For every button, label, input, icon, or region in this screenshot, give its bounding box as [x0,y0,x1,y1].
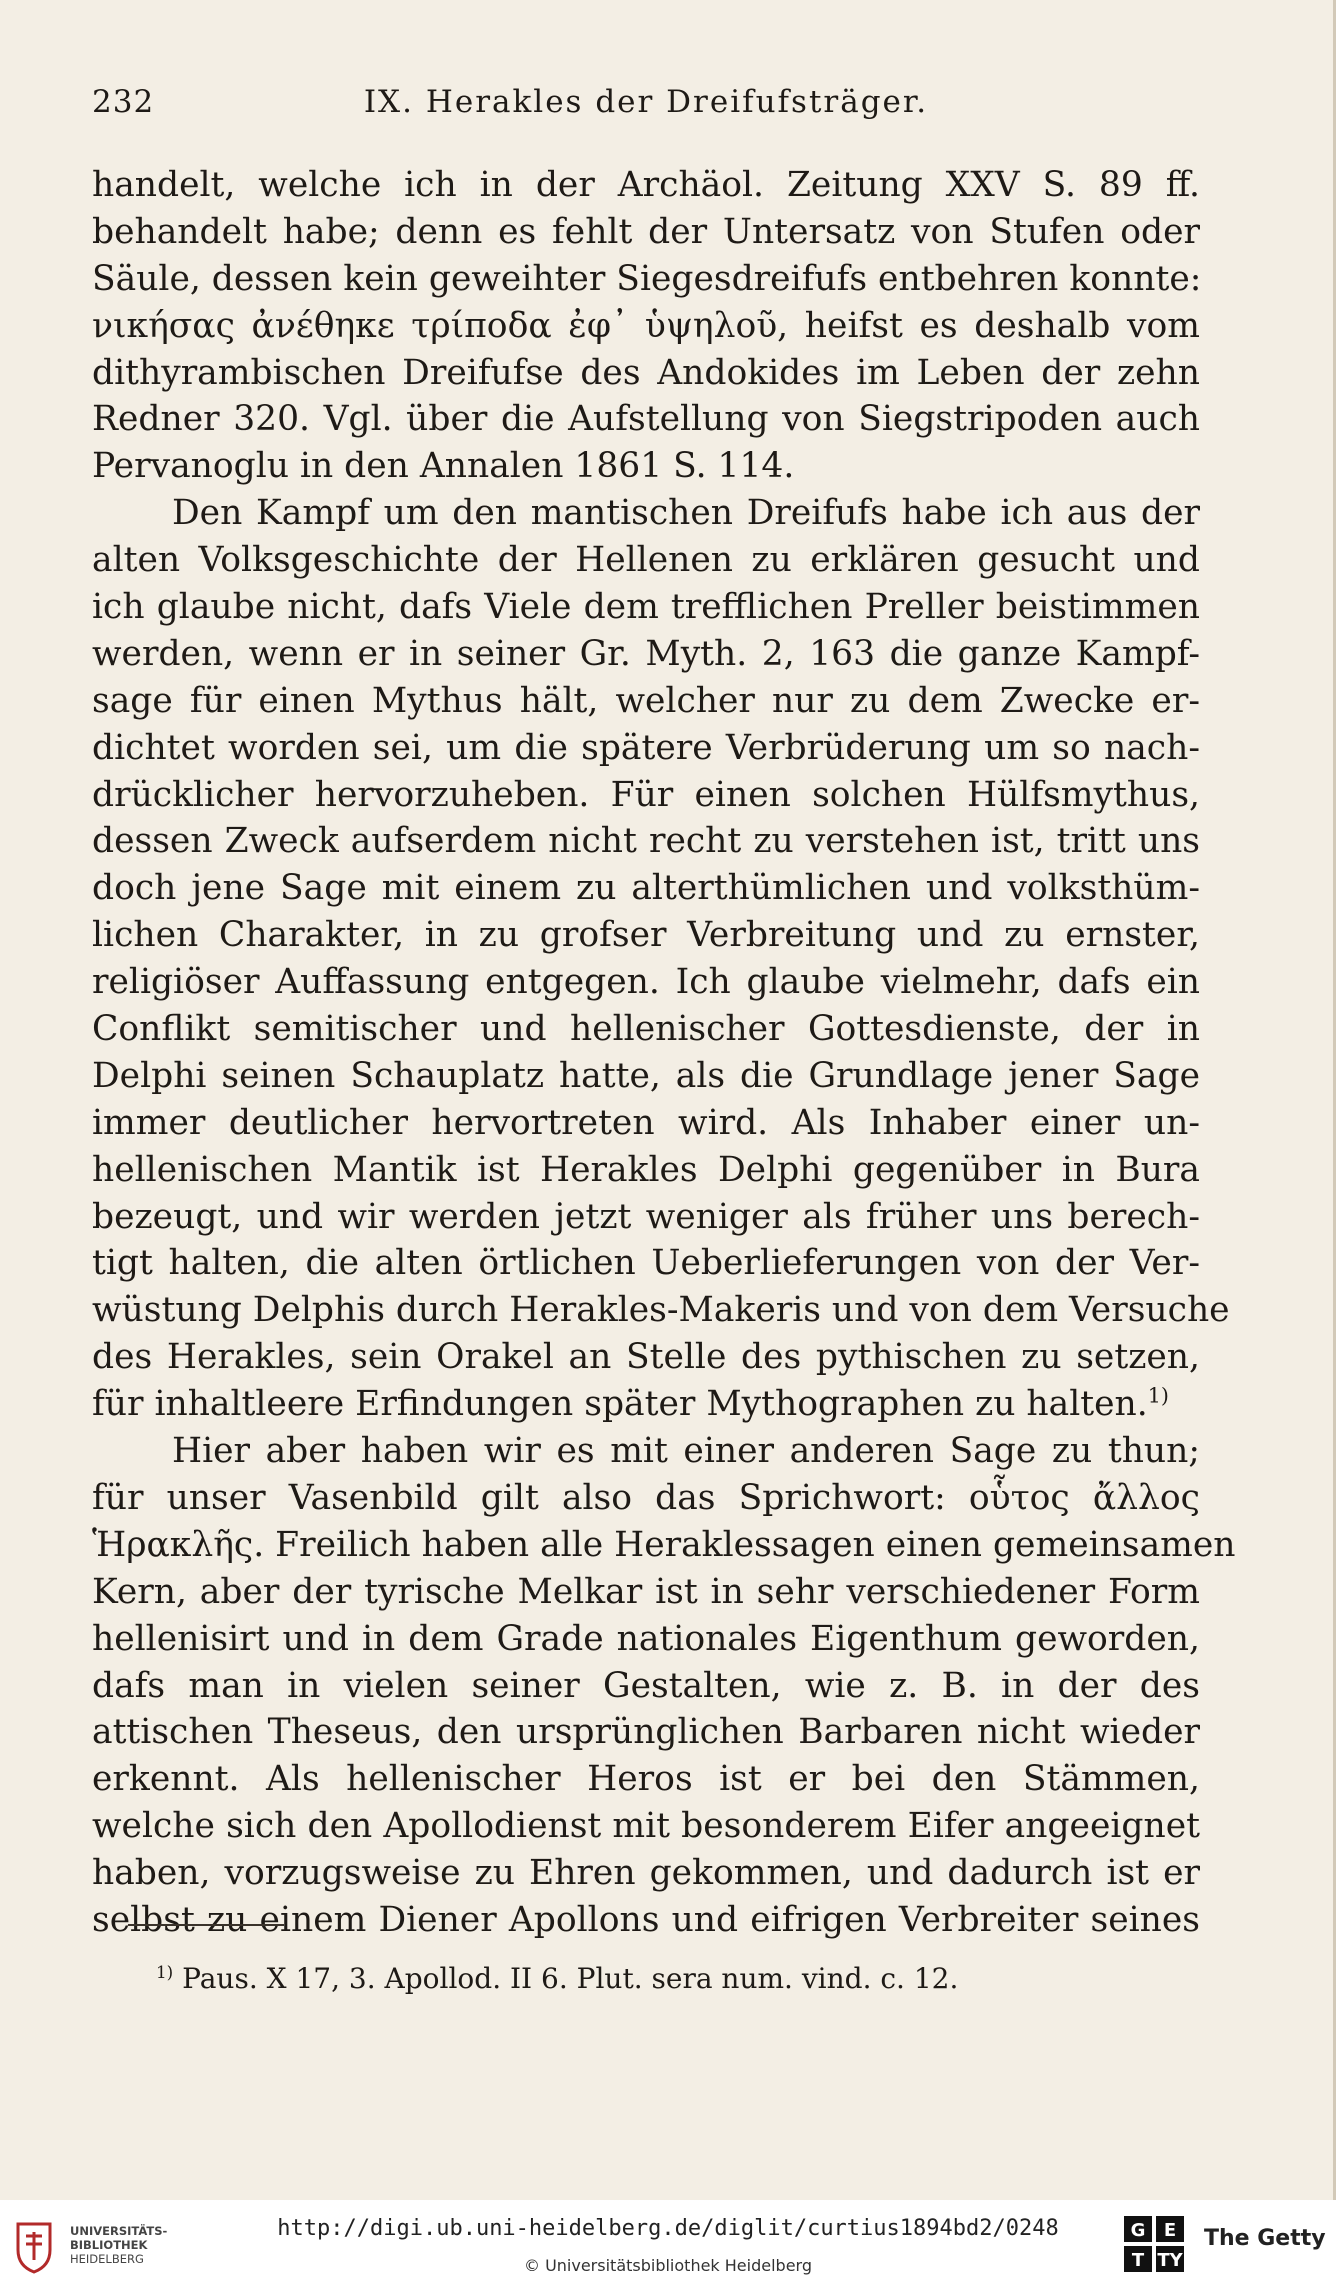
footnote [156,1962,958,1995]
body-text [92,162,1236,1944]
text-line: νικήσας ἀνέθηκε τρίποδα ἐφ᾽ ὑψηλοῦ, heifst es deshalb vom [92,305,1200,346]
text-line: haben, vorzugsweise zu Ehren gekommen, und dadurch ist er [92,1853,1200,1894]
page-header [92,84,1200,134]
footnote-reference[interactable]: 1) [1147,1383,1169,1408]
library-name-line: HEIDELBERG [70,2252,144,2266]
text-line: dafs man in vielen seiner Gestalten, wie z. B. in der des [92,1665,1200,1706]
svg-text:TY: TY [1157,2250,1183,2271]
text-line: Den Kampf um den mantischen Dreifufs habe ich aus der [172,493,1200,534]
text-line-content: für inhaltleere Erfindungen später Mythographen zu halten. [92,1384,1148,1425]
text-line: welche sich den Apollodienst mit besonderem Eifer angeeignet [92,1806,1200,1847]
text-line: selbst zu einem Diener Apollons und eifrigen Verbreiter seines [92,1899,1200,1940]
text-line: doch jene Sage mit einem zu alterthümlichen und volksthüm- [92,868,1200,909]
text-line: hellenisirt und in dem Grade nationales Eigenthum geworden, [92,1618,1200,1659]
text-line: dichtet worden sei, um die spätere Verbrüderung um so nach- [92,727,1200,768]
text-line: behandelt habe; denn es fehlt der Untersatz von Stufen oder [92,211,1200,252]
text-line: Pervanoglu in den Annalen 1861 S. 114. [92,446,795,487]
partner-name[interactable]: The Getty [1204,2226,1326,2251]
library-name-line: BIBLIOTHEK [70,2238,148,2252]
copyright-notice: © Universitätsbibliothek Heidelberg [523,2256,812,2275]
running-title: IX. Herakles der Dreifufsträger. [363,84,929,120]
text-line: lichen Charakter, in zu grofser Verbreitung und zu ernster, [92,915,1200,956]
text-line: drücklicher hervorzuheben. Für einen solchen Hülfsmythus, [92,774,1200,815]
footnote-text: Paus. X 17, 3. Apollod. II 6. Plut. sera num. vind. c. 12. [182,1962,959,1995]
text-line: tigt halten, die alten örtlichen Ueberlieferungen von der Ver- [92,1243,1200,1284]
text-line: Ἡρακλῆς. Freilich haben alle Heraklessagen einen gemeinsamen [92,1524,1236,1565]
text-line: Kern, aber der tyrische Melkar ist in sehr verschiedener Form [92,1571,1200,1612]
text-line: ich glaube nicht, dafs Viele dem trefflichen Preller beistimmen [92,587,1200,628]
text-line: bezeugt, und wir werden jetzt weniger als früher uns berech- [92,1196,1200,1237]
text-line: handelt, welche ich in der Archäol. Zeitung XXV S. 89 ff. [92,165,1200,205]
text-line: Säule, dessen kein geweihter Siegesdreifufs entbehren konnte: [92,258,1202,299]
text-line: für unser Vasenbild gilt also das Sprichwort: οὗτος ἄλλος [92,1477,1200,1518]
getty-logo-icon[interactable] [1122,2214,1186,2274]
text-line: erkennt. Als hellenischer Heros ist er bei den Stämmen, [92,1759,1200,1800]
text-line: Redner 320. Vgl. über die Aufstellung von Siegstripoden auch [92,399,1200,440]
text-line: immer deutlicher hervortreten wird. Als Inhaber einer un- [92,1102,1200,1143]
text-line: des Herakles, sein Orakel an Stelle des pythischen zu setzen, [92,1337,1200,1378]
permalink[interactable]: http://digi.ub.uni-heidelberg.de/diglit/curtius1894bd2/0248 [277,2216,1059,2241]
text-line: Hier aber haben wir es mit einer anderen Sage zu thun; [172,1431,1200,1472]
text-line: alten Volksgeschichte der Hellenen zu erklären gesucht und [92,540,1200,581]
svg-text:E: E [1163,2220,1177,2241]
text-line: werden, wenn er in seiner Gr. Myth. 2, 163 die ganze Kampf- [92,633,1200,674]
svg-text:G: G [1130,2220,1146,2241]
text-line: dessen Zweck aufserdem nicht recht zu verstehen ist, tritt uns [92,821,1200,862]
text-line: Delphi seinen Schauplatz hatte, als die Grundlage jener Sage [92,1055,1200,1096]
text-line: religiöser Auffassung entgegen. Ich glaube vielmehr, dafs ein [92,962,1200,1003]
viewer-footer [0,2200,1336,2284]
footnote-divider [128,1924,284,1926]
text-line-with-footnote-ref [92,1381,1200,1428]
text-line: hellenischen Mantik ist Herakles Delphi gegenüber in Bura [92,1149,1200,1190]
text-line: dithyrambischen Dreifufse des Andokides im Leben der zehn [92,352,1200,393]
text-line: Conflikt semitischer und hellenischer Gottesdienste, der in [92,1009,1200,1050]
page-number: 232 [92,84,155,120]
text-line: wüstung Delphis durch Herakles-Makeris und von dem Versuche [92,1290,1230,1331]
library-name-line: UNIVERSITÄTS- [70,2224,168,2238]
svg-text:T: T [1131,2250,1145,2271]
text-line: sage für einen Mythus hält, welcher nur zu dem Zwecke er- [92,680,1200,721]
text-line: attischen Theseus, den ursprünglichen Barbaren nicht wieder [92,1712,1200,1753]
footnote-marker: 1) [156,1961,174,1982]
